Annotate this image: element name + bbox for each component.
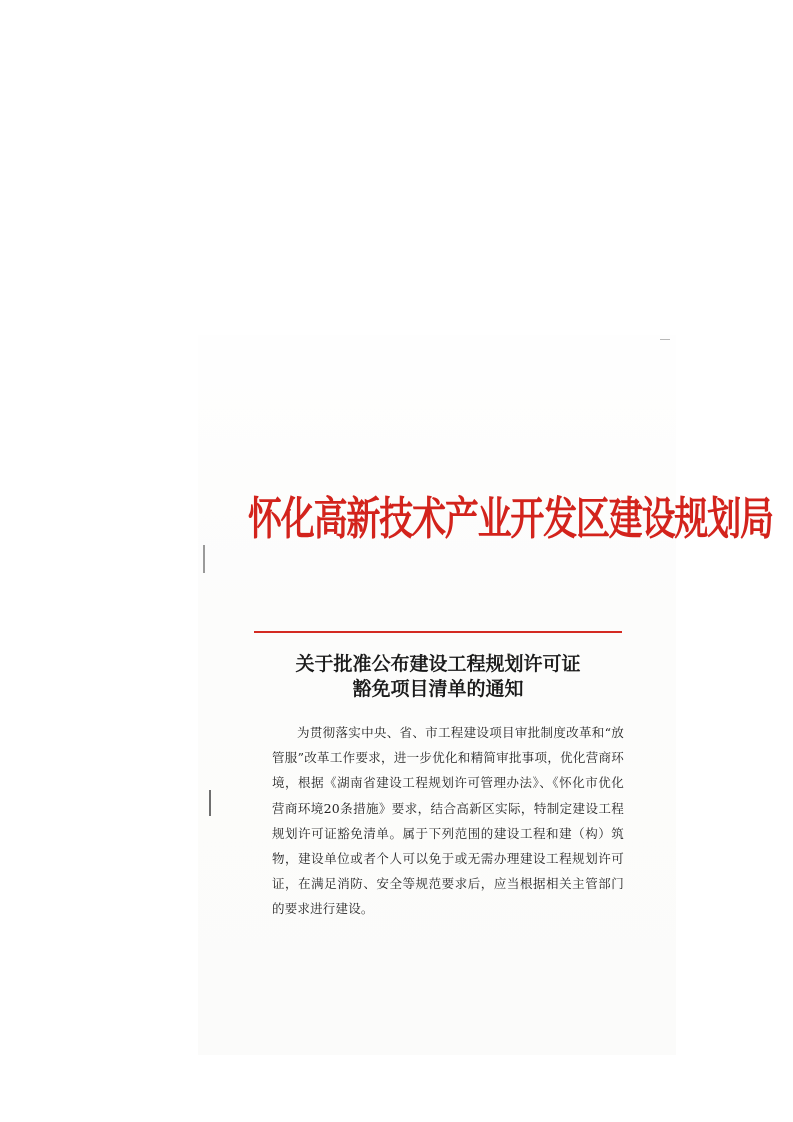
notice-title-line-1: 关于批准公布建设工程规划许可证	[295, 653, 581, 675]
scan-edge-mark	[660, 339, 670, 340]
agency-header: 怀化高新技术产业开发区建设规划局	[248, 493, 773, 546]
scan-edge-mark	[209, 790, 211, 816]
scan-edge-mark	[203, 545, 205, 573]
notice-title-line-2: 豁免项目清单的通知	[352, 678, 524, 700]
notice-body: 为贯彻落实中央、省、市工程建设项目审批制度改革和“放管服”改革工作要求，进一步优化和精简审批事项，优化营商环境，根据《湖南省建设工程规划许可管理办法》、《怀化市优化营商环境20条措施》要求，结合高新区实际，特制定建设工程规划许可证豁免清单。属于下列范围的建设工程和建（构）筑物，建设单位或者个人可以免于或无需办理建设工程规划许可证，在满足消防、安全等规范要求后，应当根据相关主管部门的要求进行建设。	[272, 725, 624, 917]
header-red-rule	[254, 631, 622, 633]
notice-title	[254, 652, 622, 702]
